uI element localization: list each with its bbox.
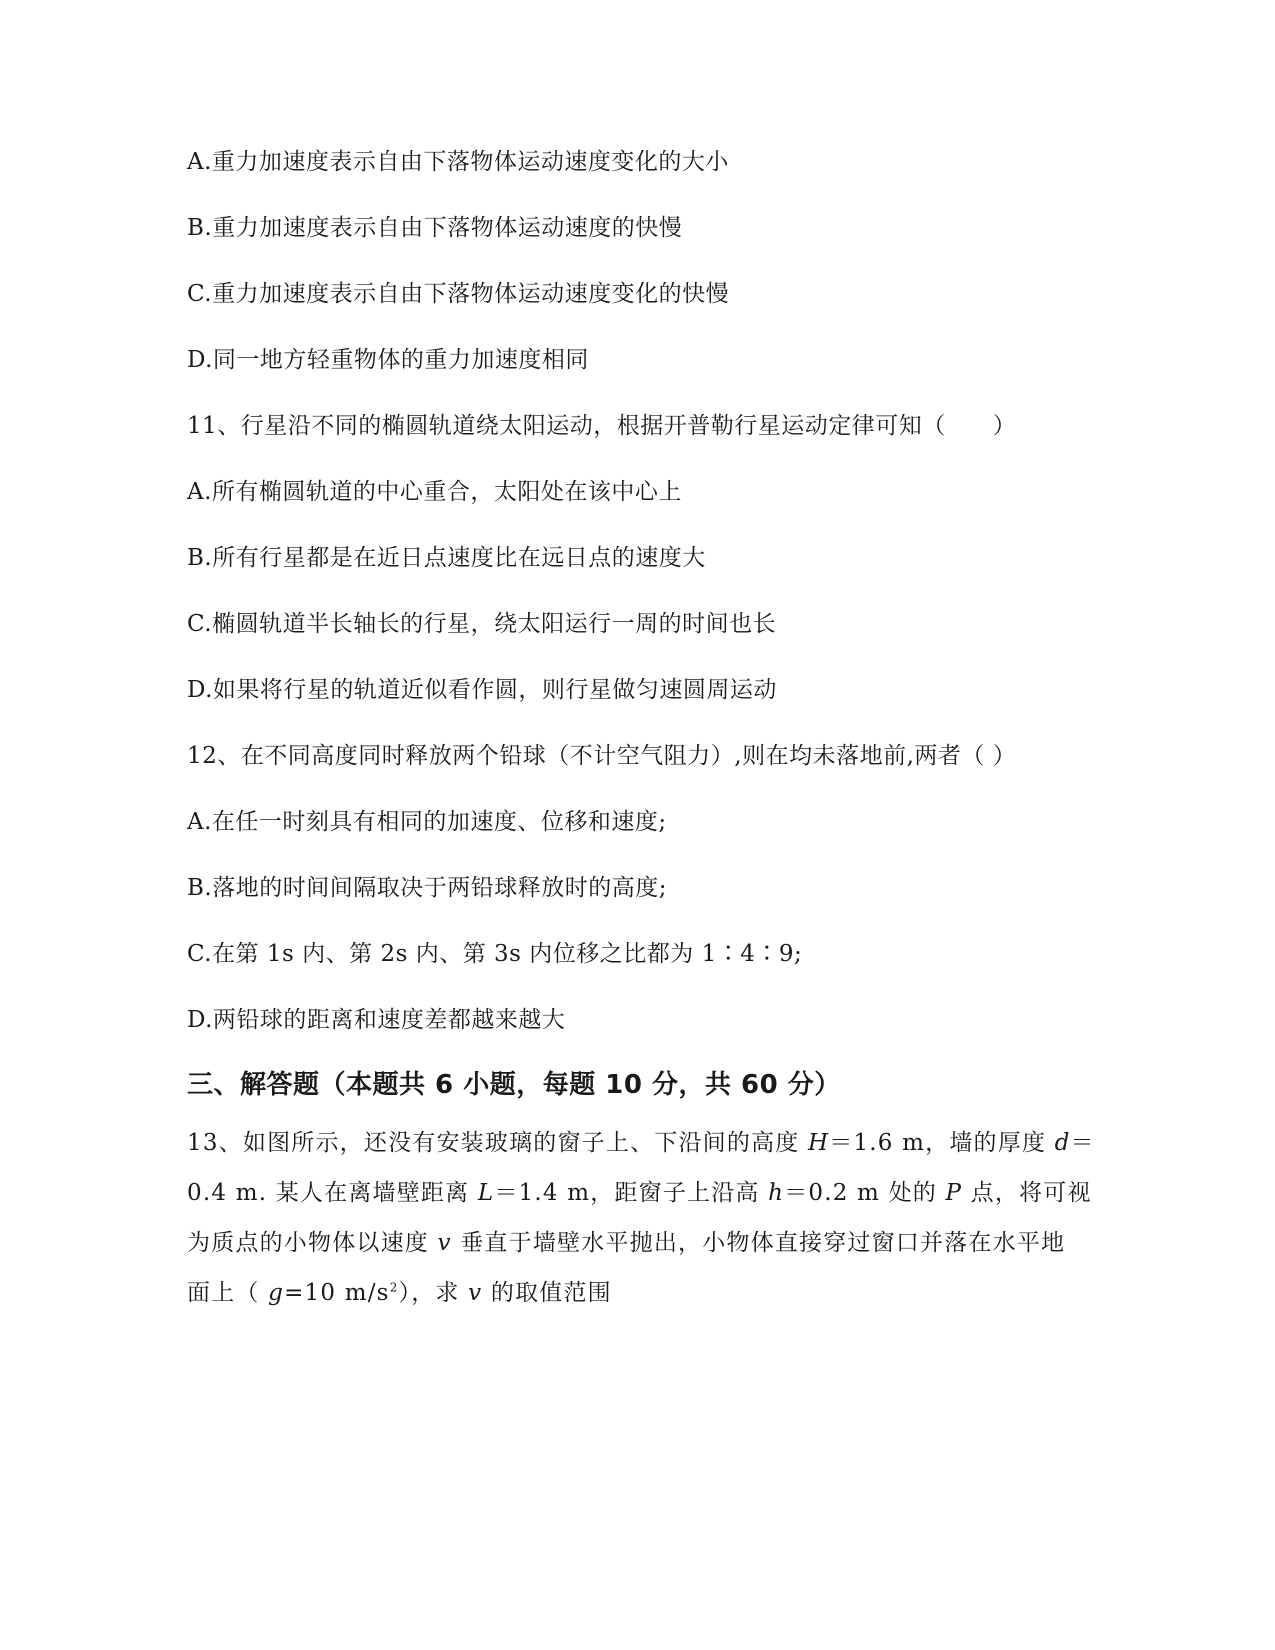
q13-text: ＝1.6 m，墙的厚度 bbox=[829, 1130, 1055, 1156]
q11-option-b: B.所有行星都是在近日点速度比在远日点的速度大 bbox=[187, 545, 706, 571]
section-3-heading: 三、解答题（本题共 6 小题，每题 10 分，共 60 分） bbox=[187, 1070, 841, 1100]
q13-text: ＝0.2 m 处的 bbox=[784, 1180, 946, 1206]
q13-text: 的取值范围 bbox=[482, 1280, 612, 1306]
q13-var-H: H bbox=[807, 1130, 830, 1156]
q13-text: 为质点的小物体以速度 bbox=[187, 1230, 438, 1256]
q13-var-v: v bbox=[437, 1230, 452, 1256]
q11-stem: 11、行星沿不同的椭圆轨道绕太阳运动，根据开普勒行星运动定律可知（ ） bbox=[187, 413, 1017, 439]
q13-text: =10 m/s bbox=[284, 1280, 390, 1306]
q13-line-1 bbox=[187, 1128, 1095, 1158]
q13-exponent: 2 bbox=[389, 1280, 399, 1295]
q13-text: ），求 bbox=[398, 1280, 469, 1306]
q13-text: 13、如图所示，还没有安装玻璃的窗子上、下沿间的高度 bbox=[187, 1130, 808, 1156]
q12-option-a: A.在任一时刻具有相同的加速度、位移和速度; bbox=[187, 809, 667, 835]
q13-var-v: v bbox=[468, 1280, 483, 1306]
q11-option-c: C.椭圆轨道半长轴长的行星，绕太阳运行一周的时间也长 bbox=[187, 611, 777, 637]
q10-option-a: A.重力加速度表示自由下落物体运动速度变化的大小 bbox=[187, 149, 729, 175]
q11-option-d: D.如果将行星的轨道近似看作圆，则行星做匀速圆周运动 bbox=[187, 677, 777, 703]
q13-text: ＝ bbox=[1070, 1130, 1095, 1156]
q13-var-P: P bbox=[945, 1180, 963, 1206]
q10-option-d: D.同一地方轻重物体的重力加速度相同 bbox=[187, 347, 589, 373]
q13-line-3 bbox=[187, 1228, 1065, 1258]
q13-text: 垂直于墙壁水平抛出，小物体直接穿过窗口并落在水平地 bbox=[451, 1230, 1066, 1256]
q13-text: 0.4 m. 某人在离墙壁距离 bbox=[187, 1180, 478, 1206]
q13-text: 点，将可视 bbox=[962, 1180, 1092, 1206]
q12-stem: 12、在不同高度同时释放两个铅球（不计空气阻力）,则在均未落地前,两者（ ） bbox=[187, 743, 1017, 769]
q12-option-b: B.落地的时间间隔取决于两铅球释放时的高度; bbox=[187, 875, 667, 901]
q13-var-g: g bbox=[268, 1280, 285, 1306]
q13-line-4 bbox=[187, 1278, 612, 1308]
q12-option-d: D.两铅球的距离和速度差都越来越大 bbox=[187, 1007, 566, 1033]
q13-text: 面上（ bbox=[187, 1280, 269, 1306]
q13-var-h: h bbox=[768, 1180, 785, 1206]
q10-option-b: B.重力加速度表示自由下落物体运动速度的快慢 bbox=[187, 215, 683, 241]
q13-text: ＝1.4 m，距窗子上沿高 bbox=[494, 1180, 769, 1206]
q13-var-d: d bbox=[1054, 1130, 1071, 1156]
q10-option-c: C.重力加速度表示自由下落物体运动速度变化的快慢 bbox=[187, 281, 730, 307]
q11-option-a: A.所有椭圆轨道的中心重合，太阳处在该中心上 bbox=[187, 479, 682, 505]
q12-option-c: C.在第 1s 内、第 2s 内、第 3s 内位移之比都为 1∶4∶9; bbox=[187, 941, 803, 967]
q13-var-L: L bbox=[477, 1180, 495, 1206]
q13-line-2 bbox=[187, 1178, 1092, 1208]
